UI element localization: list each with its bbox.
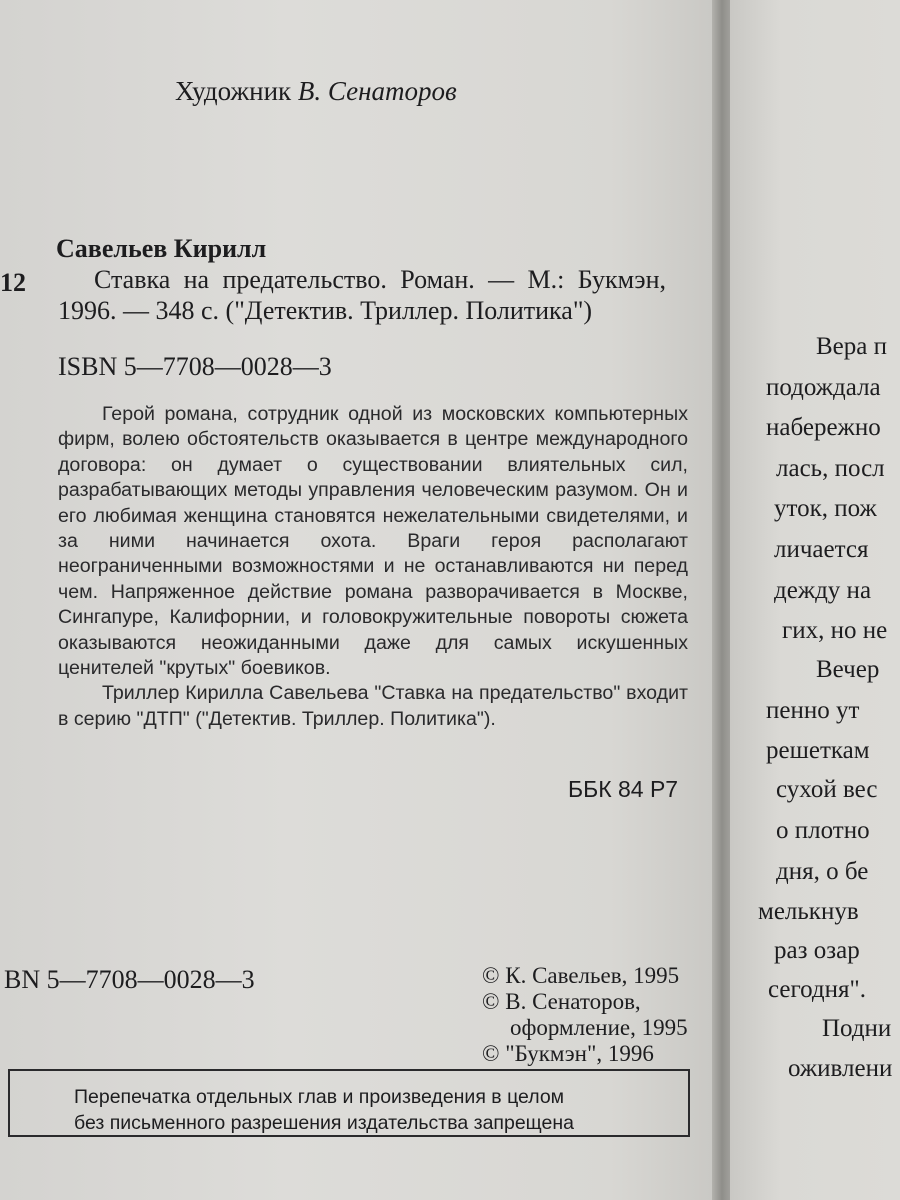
- right-page-line: набережно: [766, 414, 881, 441]
- right-page-line: лась, посл: [776, 455, 885, 482]
- author-name: Савельев Кирилл: [56, 234, 267, 263]
- right-page-line: подождала: [766, 374, 881, 401]
- isbn-top: ISBN 5—7708—0028—3: [58, 352, 332, 381]
- right-page: [730, 0, 900, 1200]
- right-page-line: мелькнув: [758, 898, 859, 925]
- right-page-line: личается: [774, 536, 869, 563]
- bbk-code: ББК 84 Р7: [568, 776, 679, 802]
- right-page-line: Вера п: [816, 333, 887, 360]
- right-page-line: пенно ут: [766, 697, 860, 724]
- right-page-line: решеткам: [766, 737, 870, 764]
- right-page-line: дня, о бе: [776, 858, 869, 885]
- copyright-line-3: оформление, 1995: [510, 1015, 688, 1040]
- copyright-line-2: © В. Сенаторов,: [482, 989, 641, 1014]
- right-page-line: дежду на: [774, 577, 872, 604]
- right-page-line: гих, но не: [782, 617, 888, 644]
- artist-label: Художник: [175, 76, 292, 106]
- copyright-block: [482, 963, 688, 1067]
- right-page-line: сегодня".: [768, 976, 866, 1003]
- annotation-paragraph-1: Герой романа, сотрудник одной из московских компьютерных фирм, волею обстоятельств оказывается в центре международного договора: он думает о существовании влиятельных сил, разрабатывающих методы управления человеческим разумом. Он и его любимая женщина становятся нежелательными свидетелями, и за ними начинается охота. Враги героя располагают неограниченными возможностями и не останавливаются ни перед чем. Напряженное действие романа разворачивается в Москве, Сингапуре, Калифорнии, и головокружительные повороты сюжета оказываются неожиданными даже для самых искушенных ценителей "крутых" боевиков.: [58, 403, 688, 680]
- biblio-line-2: 1996. — 348 с. ("Детектив. Триллер. Политика"): [58, 296, 593, 325]
- notice-line-1: Перепечатка отдельных глав и произведения в целом: [74, 1086, 565, 1108]
- annotation: [58, 402, 688, 732]
- annotation-paragraph-2: Триллер Кирилла Савельева "Ставка на предательство" входит в серию "ДТП" ("Детектив. Триллер. Политика").: [58, 682, 688, 730]
- right-page-line: сухой вес: [776, 776, 878, 803]
- right-page-line: уток, пож: [774, 495, 877, 522]
- right-page-line: раз озар: [774, 937, 860, 964]
- reprint-notice-box: [8, 1069, 690, 1137]
- right-page-line: Вечер: [816, 656, 880, 683]
- bibliographic-entry: [58, 264, 666, 326]
- biblio-line-1: Ставка на предательство. Роман. — М.: Букмэн,: [94, 265, 666, 294]
- artist-credit: [175, 76, 457, 107]
- copyright-line-4: © "Букмэн", 1996: [482, 1041, 654, 1066]
- right-page-line: о плотно: [776, 817, 870, 844]
- artist-name: В. Сенаторов: [297, 76, 457, 106]
- right-page-line: Подни: [822, 1015, 892, 1042]
- isbn-bottom: BN 5—7708—0028—3: [4, 965, 255, 994]
- margin-marker: 12: [0, 268, 26, 297]
- notice-line-2: без письменного разрешения издательства запрещена: [74, 1112, 574, 1134]
- copyright-line-1: © К. Савельев, 1995: [482, 963, 680, 988]
- right-page-line: оживлени: [788, 1055, 893, 1082]
